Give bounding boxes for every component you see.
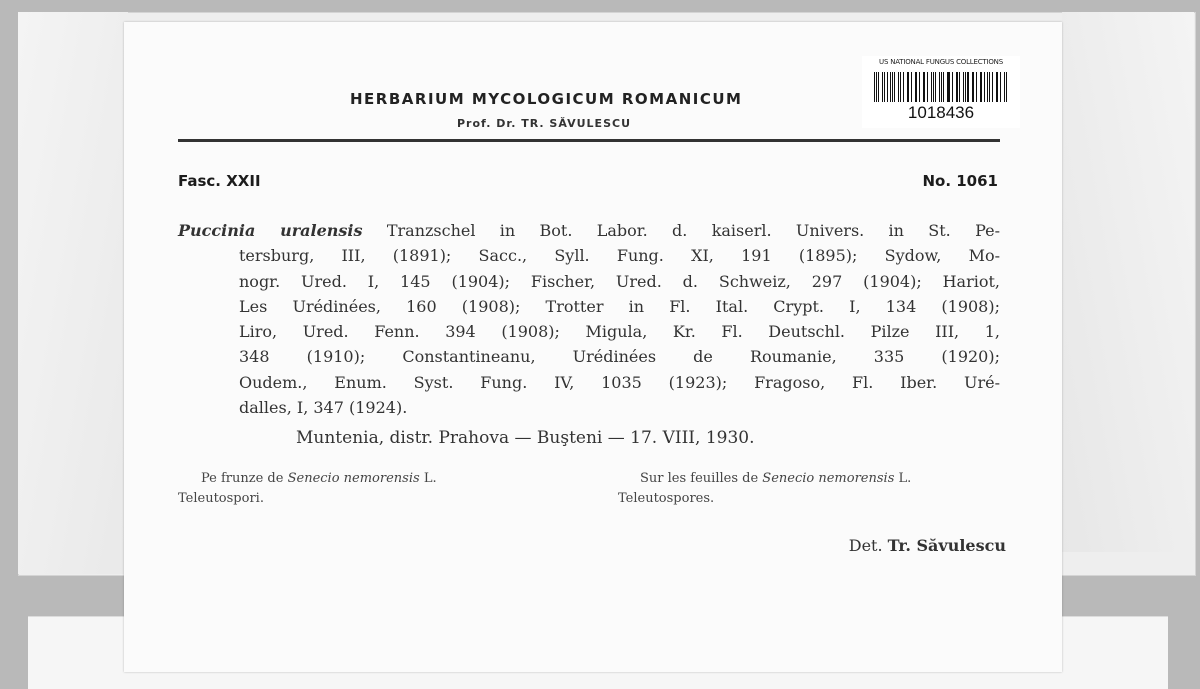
barcode-bar <box>911 72 912 102</box>
collection-locality: Muntenia, distr. Prahova — Buşteni — 17. VIII, 1930. <box>296 428 755 448</box>
herbarium-title: HERBARIUM MYCOLOGICUM ROMANICUM <box>350 90 742 108</box>
citation-line: Les Urédinées, 160 (1908); Trotter in Fl. Ital. Crypt. I, 134 (1908); <box>178 294 1000 319</box>
barcode-bar <box>903 72 904 102</box>
barcode-bar <box>973 72 974 102</box>
citation-line: Liro, Ured. Fenn. 394 (1908); Migula, Kr. Fl. Deutschl. Pilze III, 1, <box>178 319 1000 344</box>
host-french: Sur les feuilles de Senecio nemorensis L. <box>640 471 911 486</box>
header-rule <box>178 139 1000 142</box>
barcode-bar <box>919 72 920 102</box>
envelope-flap-right <box>1062 12 1194 552</box>
determiner: Det. Tr. Săvulescu <box>849 536 1006 555</box>
species-name: Puccinia uralensis <box>178 221 363 240</box>
stage-french: Teleutospores. <box>618 491 714 506</box>
stage-romanian: Teleutospori. <box>178 491 264 506</box>
barcode-bar <box>967 72 968 102</box>
barcode-bar <box>927 72 928 102</box>
barcode-bar <box>882 72 883 102</box>
barcode-bar <box>976 72 977 102</box>
barcode-bars <box>874 72 1008 102</box>
barcode-number: 1018436 <box>862 103 1020 123</box>
barcode-bar <box>898 72 899 102</box>
citation-line: tersburg, III, (1891); Sacc., Syll. Fung. XI, 191 (1895); Sydow, Mo- <box>178 243 1000 268</box>
citation-line: 348 (1910); Constantineanu, Urédinées de Roumanie, 335 (1920); <box>178 344 1000 369</box>
citation-line: nogr. Ured. I, 145 (1904); Fischer, Ured. d. Schweiz, 297 (1904); Hariot, <box>178 269 1000 294</box>
fascicle-number: Fasc. XXII <box>178 172 261 190</box>
barcode-bar <box>948 72 949 102</box>
barcode-bar <box>884 72 885 102</box>
barcode-bar <box>874 72 875 102</box>
barcode-bar <box>894 72 895 102</box>
barcode-bar <box>935 72 936 102</box>
citation-line: Oudem., Enum. Syst. Fung. IV, 1035 (1923); Fragoso, Fl. Iber. Uré- <box>178 370 1000 395</box>
barcode-bar <box>923 72 924 102</box>
barcode-bar <box>1004 72 1005 102</box>
citation-line: dalles, I, 347 (1924). <box>178 395 1000 420</box>
envelope-flap-left <box>18 12 128 574</box>
citation-block <box>178 218 1000 420</box>
barcode-bar <box>997 72 998 102</box>
barcode-bar <box>989 72 990 102</box>
barcode-bar <box>941 72 942 102</box>
herbarium-subtitle: Prof. Dr. TR. SĂVULESCU <box>457 117 631 130</box>
barcode-sticker <box>862 56 1020 128</box>
citation-line: Puccinia uralensis Tranzschel in Bot. Labor. d. kaiserl. Univers. in St. Pe- <box>178 218 1000 243</box>
specimen-number: No. 1061 <box>922 172 998 190</box>
barcode-caption: US NATIONAL FUNGUS COLLECTIONS <box>862 58 1020 66</box>
barcode-bar <box>987 72 988 102</box>
barcode-bar <box>959 72 960 102</box>
barcode-bar <box>952 72 953 102</box>
host-romanian: Pe frunze de Senecio nemorensis L. <box>201 471 437 486</box>
